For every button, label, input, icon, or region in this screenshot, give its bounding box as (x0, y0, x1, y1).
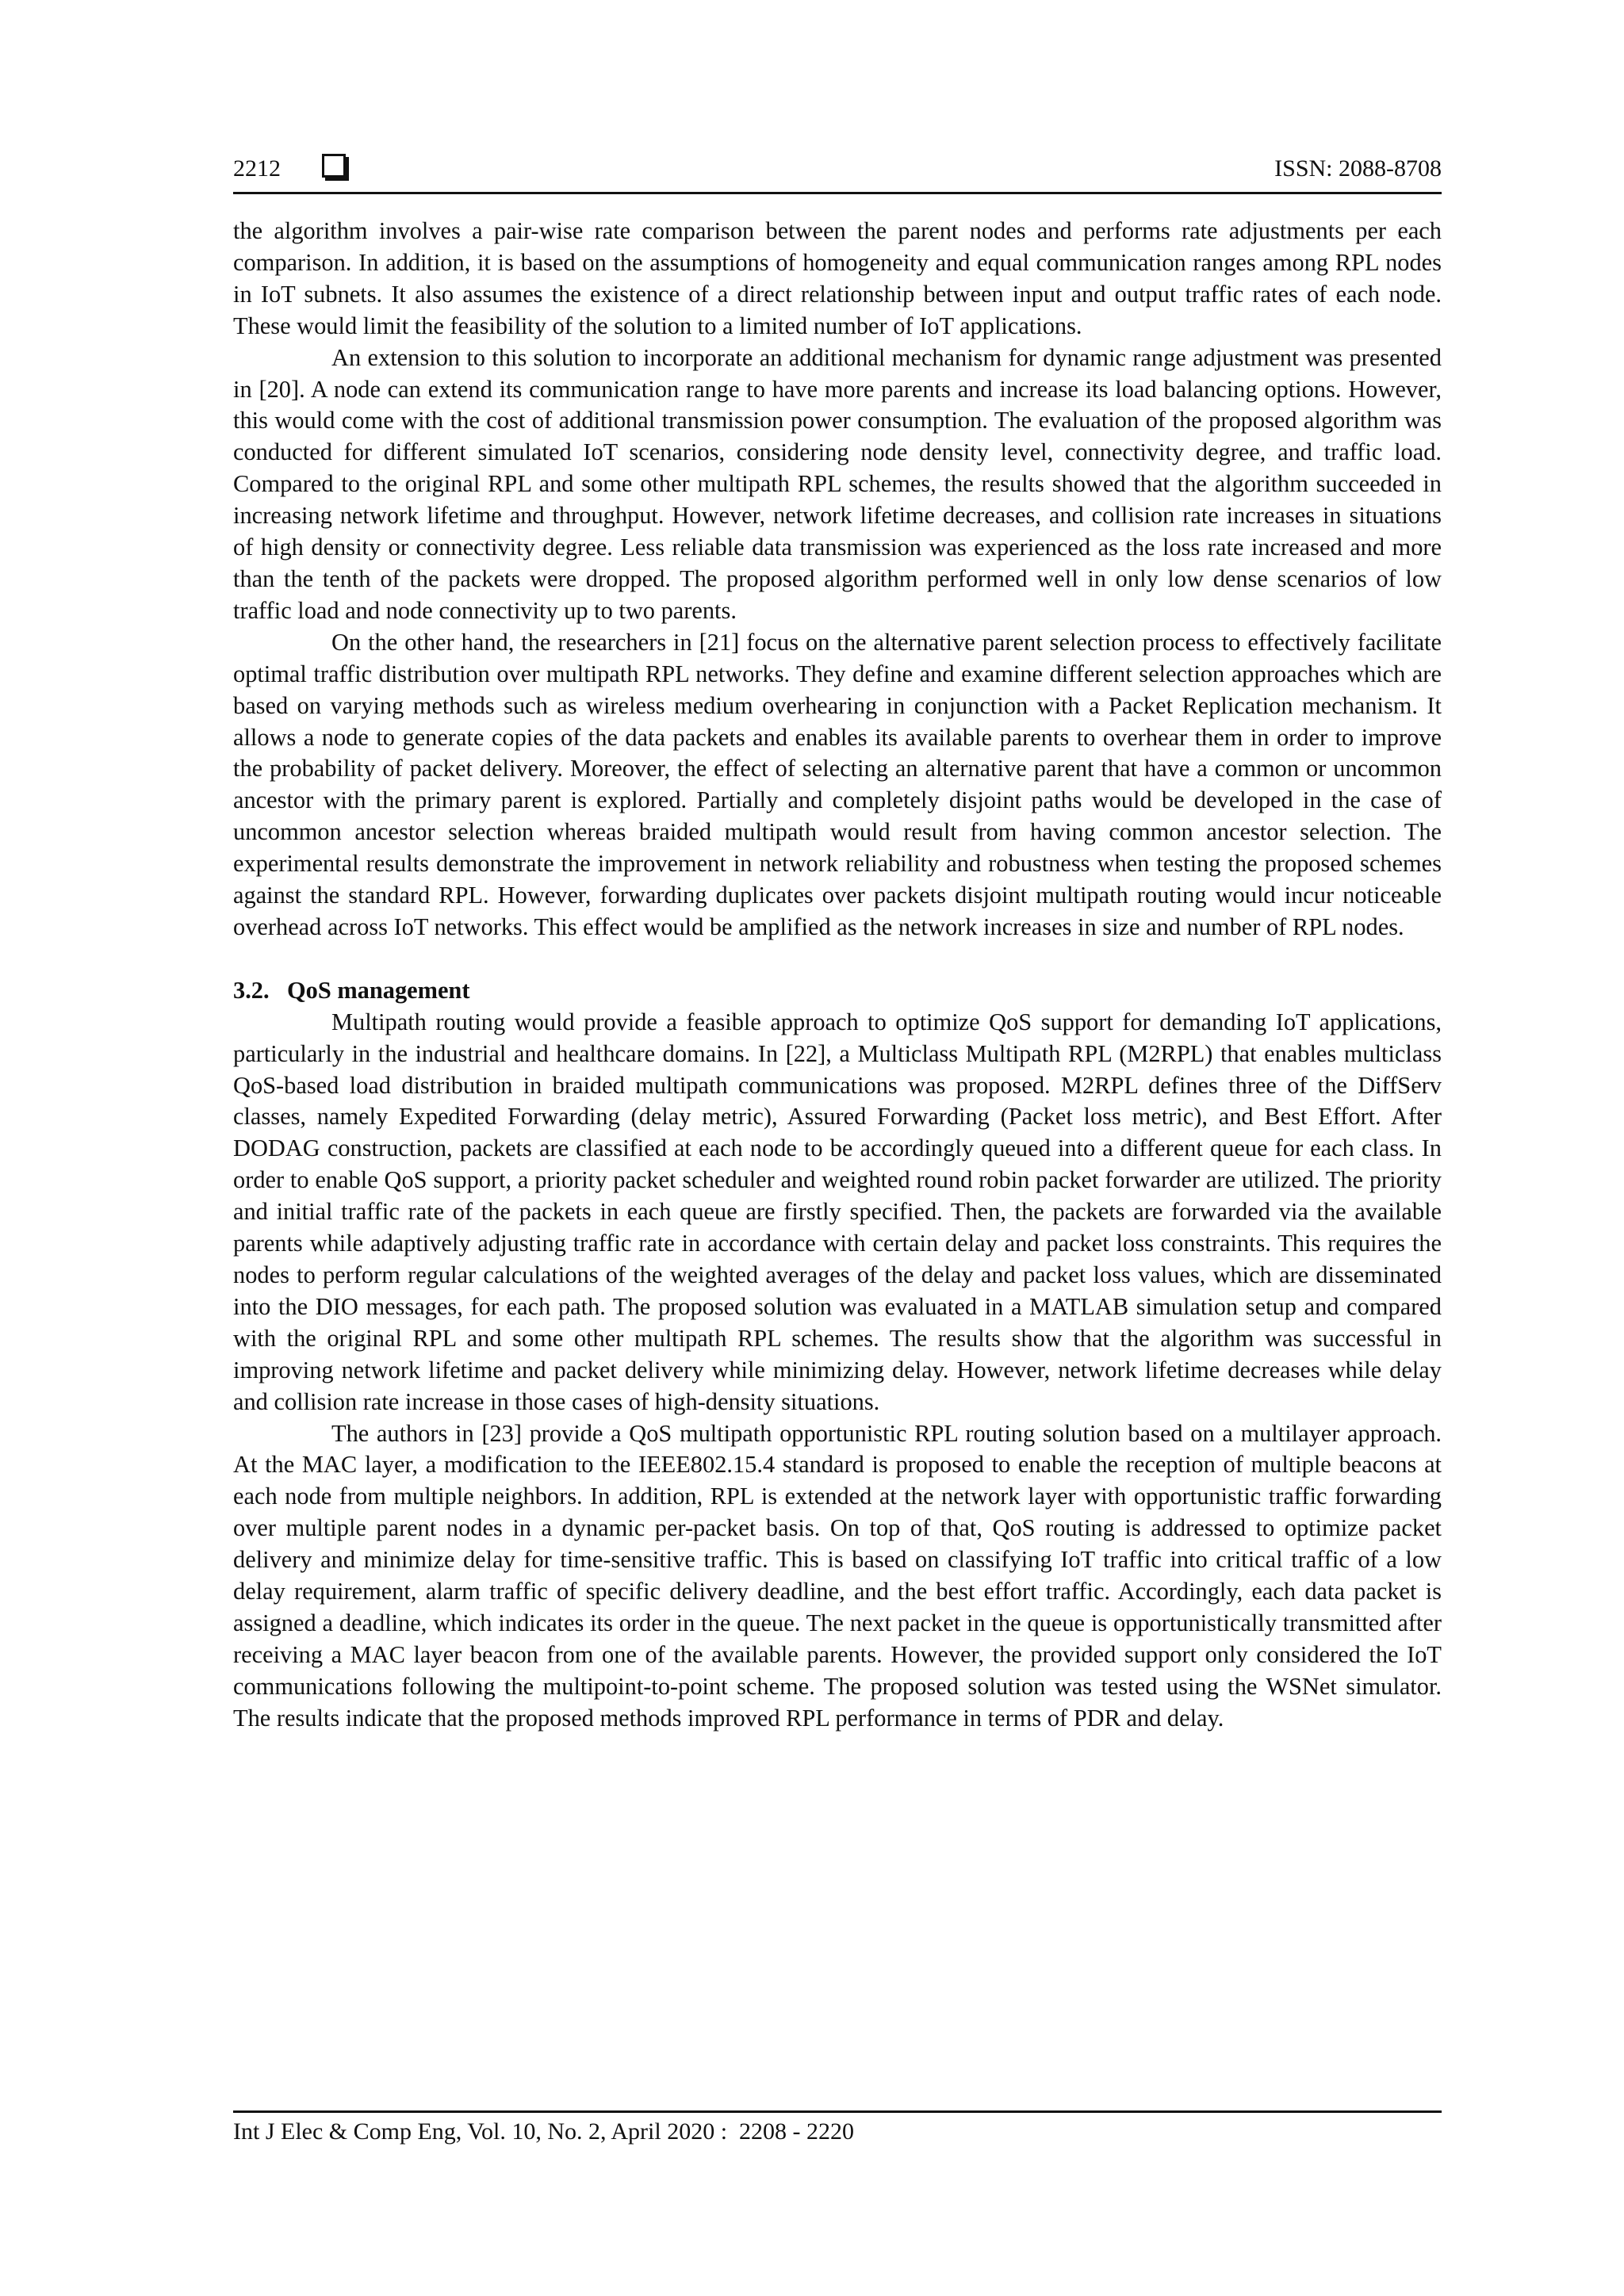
paragraph: Multipath routing would provide a feasible approach to optimize QoS support for demanding IoT applications, particularly in the industrial and healthcare domains. In [22], a Multiclass Multipath RPL (M2RPL) that enables multiclass QoS-based load distribution in braided multipath communications was proposed. M2RPL defines three of the DiffServ classes, namely Expedited Forwarding (delay metric), Assured Forwarding (Packet loss metric), and Best Effort. After DODAG construction, packets are classified at each node to be accordingly queued into a different queue for each class. In order to enable QoS support, a priority packet scheduler and weighted round robin packet forwarder are utilized. The priority and initial traffic rate of the packets in each queue are firstly specified. Then, the packets are forwarded via the available parents while adaptively adjusting traffic rate in accordance with certain delay and packet loss constraints. This requires the nodes to perform regular calculations of the weighted averages of the delay and packet loss values, which are disseminated into the DIO messages, for each path. The proposed solution was evaluated in a MATLAB simulation setup and compared with the original RPL and some other multipath RPL schemes. The results show that the algorithm was successful in improving network lifetime and packet delivery while minimizing delay. However, network lifetime decreases while delay and collision rate increase in those cases of high-density situations. (233, 1008, 1442, 1415)
page-number: 2212 (233, 155, 281, 182)
issn-label: ISSN: 2088-8708 (1274, 155, 1442, 182)
section-heading (233, 975, 1442, 1007)
paragraph: On the other hand, the researchers in [21] focus on the alternative parent selection process to effectively facilitate optimal traffic distribution over multipath RPL networks. They define and examine different selection approaches which are based on varying methods such as wireless medium overhearing in conjunction with a Packet Replication mechanism. It allows a node to generate copies of the data packets and enables its available parents to overhear them in order to improve the probability of packet delivery. Moreover, the effect of selecting an alternative parent that have a common or uncommon ancestor with the primary parent is explored. Partially and completely disjoint paths would be developed in the case of uncommon ancestor selection whereas braided multipath would result from having common ancestor selection. The experimental results demonstrate the improvement in network reliability and robustness when testing the proposed schemes against the standard RPL. However, forwarding duplicates over packets disjoint multipath routing would incur noticeable overhead across IoT networks. This effect would be amplified as the network increases in size and number of RPL nodes. (233, 628, 1442, 940)
section-number: 3.2. (233, 976, 270, 1004)
section-title: QoS management (287, 976, 470, 1004)
square-bullet-icon (322, 154, 346, 178)
article-body (233, 216, 1442, 1735)
footer-citation: Int J Elec & Comp Eng, Vol. 10, No. 2, April 2020 : 2208 - 2220 (233, 2118, 855, 2145)
paragraph: An extension to this solution to incorporate an additional mechanism for dynamic range adjustment was presented in [20]. A node can extend its communication range to have more parents and increase its load balancing options. However, this would come with the cost of additional transmission power consumption. The evaluation of the proposed algorithm was conducted for different simulated IoT scenarios, considering node density level, connectivity degree, and traffic load. Compared to the original RPL and some other multipath RPL schemes, the results showed that the algorithm succeeded in increasing network lifetime and throughput. However, network lifetime decreases, and collision rate increases in situations of high density or connectivity degree. Less reliable data transmission was experienced as the loss rate increased and more than the tenth of the packets were dropped. The proposed algorithm performed well in only low dense scenarios of low traffic load and node connectivity up to two parents. (233, 343, 1442, 624)
paragraph: The authors in [23] provide a QoS multipath opportunistic RPL routing solution based on a multilayer approach. At the MAC layer, a modification to the IEEE802.15.4 standard is proposed to enable the reception of multiple beacons at each node from multiple neighbors. In addition, RPL is extended at the network layer with opportunistic traffic forwarding over multiple parent nodes in a dynamic per-packet basis. On top of that, QoS routing is addressed to optimize packet delivery and minimize delay for time-sensitive traffic. This is based on classifying IoT traffic into critical traffic of a low delay requirement, alarm traffic of specific delivery deadline, and the best effort traffic. Accordingly, each data packet is assigned a deadline, which indicates its order in the queue. The next packet in the queue is opportunistically transmitted after receiving a MAC layer beacon from one of the available parents. However, the provided support only considered the IoT communications following the multipoint-to-point scheme. The proposed solution was tested using the WSNet simulator. The results indicate that the proposed methods improved RPL performance in terms of PDR and delay. (233, 1419, 1442, 1732)
footer-rule (233, 2110, 1442, 2113)
page-header (233, 151, 1442, 190)
header-rule (233, 192, 1442, 194)
paragraph-continued: the algorithm involves a pair-wise rate comparison between the parent nodes and performs rate adjustments per each comparison. In addition, it is based on the assumptions of homogeneity and equal communication ranges among RPL nodes in IoT subnets. It also assumes the existence of a direct relationship between input and output traffic rates of each node. These would limit the feasibility of the solution to a limited number of IoT applications. (233, 217, 1442, 339)
